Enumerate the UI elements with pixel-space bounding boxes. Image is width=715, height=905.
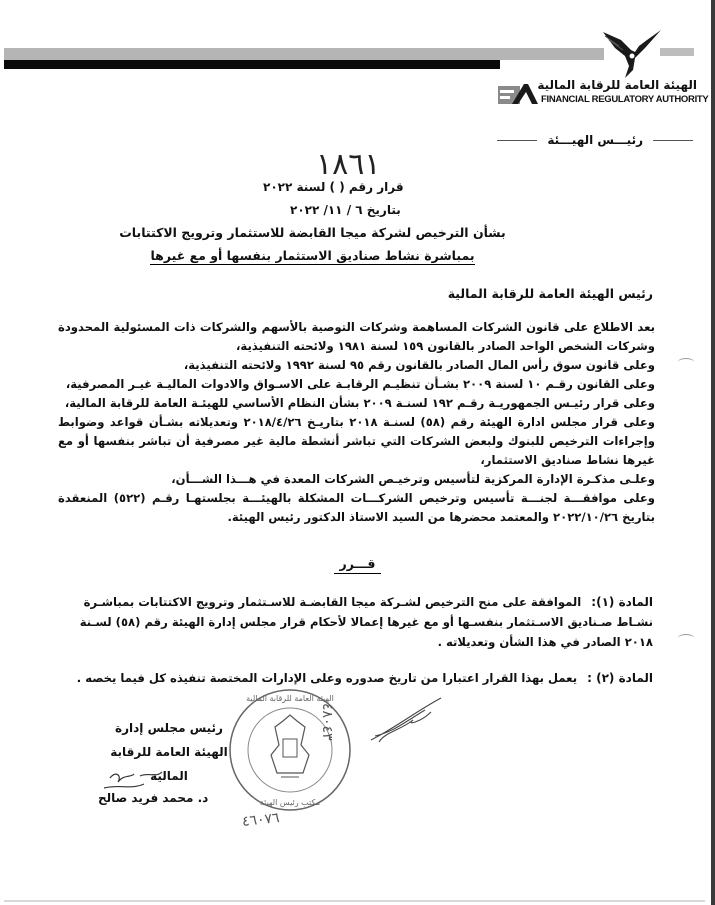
letterhead-gray-band-right bbox=[660, 48, 694, 56]
page-right-edge bbox=[711, 0, 715, 905]
preamble-paragraph: وعلى قانون سوق رأس المال الصادر بالقانون رقم ٩٥ لسنة ١٩٩٢ ولائحته التنفيذية، bbox=[183, 358, 655, 372]
svg-text:الهيئة العامة للرقابة المالية: الهيئة العامة للرقابة المالية bbox=[246, 694, 334, 703]
preamble-paragraph: بعد الاطلاع على قانون الشركات المساهمة وشركات التوصية بالأسهم والشركات ذات المسئولية المحدودة وشركات الشخص الواحد الصادر بالقانون ١٥٩ لسنة ١٩٨١ ولائحته التنفيذية، bbox=[58, 320, 655, 353]
subject-line-2-text: بمباشرة نشاط صناديق الاستثمار بنفسها أو مع غيرها bbox=[150, 248, 475, 263]
authority-name-ar: الهيئة العامة للرقابة المالية bbox=[537, 78, 697, 92]
decision-number-line: قرار رقم ( ) لسنة ٢٠٢٢ bbox=[263, 180, 404, 194]
margin-punch-mark bbox=[678, 634, 694, 642]
signatory-name: د. محمد فريد صالح bbox=[98, 791, 209, 805]
subject-line-1: بشأن الترخيص لشركة ميجا القابضة للاستثمار وترويج الاكتتابات bbox=[119, 225, 506, 240]
article-label: المادة (٢) : bbox=[587, 671, 653, 685]
letterhead-black-band bbox=[4, 60, 500, 69]
initials-signature-icon bbox=[365, 692, 445, 752]
article-1 bbox=[58, 592, 653, 652]
preamble-paragraph: وعلى قرار مجلس ادارة الهيئة رقم (٥٨) لسنـة ٢٠١٨ بتاريـخ ٢٠١٨/٤/٢٦ وتعديلاته بشـأن قواعد وضوابط وإجراءات الترخيص للبنوك ولبعض الشركات التي تباشر أنشطة مالية غير مصرفية أن تباشر بنفسها أو مع غيرها نشاط صناديق الاستثمار، bbox=[58, 415, 655, 467]
divider bbox=[497, 140, 537, 141]
article-text: الموافقة على منح الترخيص لشـركة ميجا القابضـة للاسـتثمار وترويج الاكتتابات بمباشـرة نشـاط صـناديق الاسـتثمار بنفسـها أو مع غيرها إعمالا لأحكام قرار مجلس إدارة الهيئة رقم (٥٨) لسـنة ٢٠١٨ الصادر في هذا الشأن وتعديلاته . bbox=[79, 595, 653, 649]
article-label: المادة (١): bbox=[591, 595, 653, 609]
stamp-serial-side: ٤٨٠٤٣ bbox=[319, 703, 335, 741]
signatory-title-line-2: الهيئة العامة للرقابة المالية bbox=[110, 745, 228, 783]
decided-heading-text: قـــرر bbox=[334, 556, 382, 574]
letterhead-gray-band bbox=[4, 48, 604, 60]
decided-heading bbox=[0, 556, 715, 571]
preamble bbox=[58, 318, 655, 527]
preamble-paragraph: وعلى قرار رئيـس الجمهوريـة رقـم ١٩٢ لسنـة ٢٠٠٩ بشأن النظام الأساسي للهيئـة العامة للرقابة المالية، bbox=[64, 396, 655, 410]
stamp-serial-bottom: ٤٦٠٧٦ bbox=[241, 810, 281, 830]
eagle-logo-icon bbox=[595, 26, 665, 84]
margin-punch-mark bbox=[678, 358, 694, 366]
divider bbox=[653, 140, 693, 141]
article-2 bbox=[58, 668, 653, 688]
authority-name-en: FINANCIAL REGULATORY AUTHORITY bbox=[541, 94, 709, 105]
preamble-paragraph: وعلى موافقـــة لجنـــة تأسيس وترخيص الشركـــات المشكلة بالهيئـــة بجلستهـا رقـم (٥٢٢) المنعقدة بتاريخ ٢٠٢٢/١٠/٢٦ والمعتمد محضرها من السيد الاستاذ الدكتور رئيس الهيئة. bbox=[58, 491, 655, 524]
handwritten-decision-number: ١٨٦١ bbox=[316, 147, 381, 182]
fra-logo-icon bbox=[498, 82, 538, 106]
official-stamp-icon bbox=[225, 685, 355, 815]
svg-text:مكتب رئيس الهيئة: مكتب رئيس الهيئة bbox=[259, 798, 321, 807]
subject-line-2 bbox=[80, 248, 545, 263]
office-title: رئيـــس الهيـــئة bbox=[547, 133, 643, 147]
addressee-heading: رئيس الهيئة العامة للرقابة المالية bbox=[447, 286, 653, 301]
preamble-paragraph: وعلى القانون رقـم ١٠ لسنة ٢٠٠٩ بشـأن تنظيـم الرقابـة على الاسـواق والادوات الماليـة غيـر المصرفية، bbox=[65, 377, 655, 391]
signatory-title-line-1: رئيس مجلس إدارة bbox=[115, 721, 223, 735]
handwritten-signature-icon bbox=[100, 766, 170, 794]
decision-date-line: بتاريخ ٦ / ١١/ ٢٠٢٢ bbox=[290, 203, 401, 217]
page-bottom-edge bbox=[4, 900, 705, 902]
preamble-paragraph: وعلـى مذكـرة الإدارة المركزية لتأسيس وترخيـص الشركات المعدة في هـــذا الشـــأن، bbox=[171, 472, 655, 486]
office-heading bbox=[497, 133, 693, 147]
article-text: يعمل بهذا القرار اعتبارا من تاريخ صدوره وعلى الإدارات المختصة تنفيذه كل فيما يخصه . bbox=[76, 671, 578, 685]
